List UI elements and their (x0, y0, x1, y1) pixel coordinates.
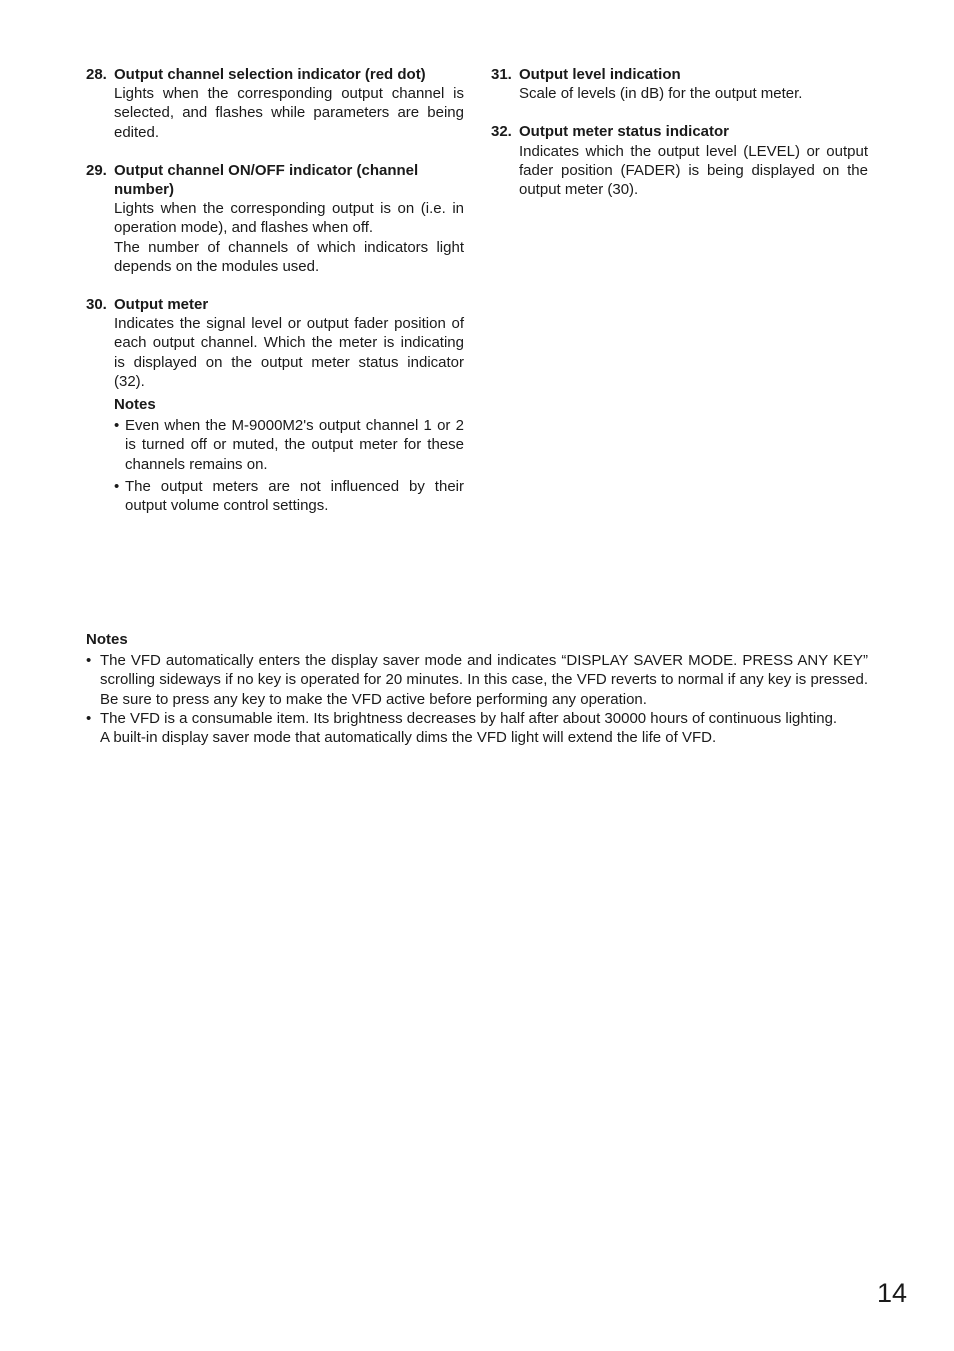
item-heading (491, 122, 868, 141)
item-body (86, 314, 464, 515)
item-body (491, 84, 868, 103)
item-number: 28. (86, 66, 107, 83)
note-text: Even when the M-9000M2's output channel 1 or 2 is turned off or muted, the output meter for these channels remains on. (125, 417, 464, 473)
right-column (491, 65, 868, 218)
item-title: Output meter (114, 296, 209, 314)
notes-heading: Notes (86, 631, 128, 648)
item-title: Output meter status indicator (519, 123, 730, 141)
bottom-notes (86, 626, 868, 747)
item-number: 32. (491, 123, 512, 141)
item-heading (86, 65, 464, 84)
note-text: The output meters are not influenced by their output volume control settings. (125, 477, 464, 515)
item-31 (491, 65, 868, 103)
item-title: Output channel selection indicator (red dot) (114, 66, 426, 83)
item-body (86, 199, 464, 276)
note-paragraph: A built-in display saver mode that automatically dims the VFD light will extend the life of VFD. (100, 729, 717, 747)
note-item (114, 416, 464, 474)
item-heading (491, 65, 868, 84)
item-29 (86, 161, 464, 276)
item-heading (86, 161, 464, 199)
note-paragraph: The VFD automatically enters the display saver mode and indicates “DISPLAY SAVER MODE. PRESS ANY KEY” scrolling sideways if no key is operated for 20 minutes. In this case, the VFD reverts to normal if any key is pressed. Be sure to press any key to make the VFD active before performing any operation. (100, 652, 868, 708)
item-30 (86, 295, 464, 515)
item-number: 29. (86, 161, 107, 179)
left-column (86, 65, 464, 534)
paragraph: Lights when the corresponding output is on (i.e. in operation mode), and flashes when off. (114, 200, 464, 237)
notes-heading: Notes (114, 396, 156, 414)
item-28 (86, 65, 464, 142)
note-item (86, 709, 868, 747)
item-body (86, 84, 464, 142)
bullet-icon: • (114, 477, 120, 495)
item-heading (86, 295, 464, 314)
bullet-icon: • (86, 709, 92, 727)
item-number: 30. (86, 296, 107, 314)
note-text (100, 651, 868, 709)
page-number: 14 (877, 1278, 908, 1308)
paragraph: Scale of levels (in dB) for the output meter. (519, 85, 803, 103)
bullet-icon: • (114, 417, 120, 435)
note-text (100, 709, 868, 747)
item-number: 31. (491, 66, 512, 83)
note-paragraph: The VFD is a consumable item. Its brightness decreases by half after about 30000 hours of continuous lighting. (100, 709, 838, 727)
bullet-icon: • (86, 652, 92, 670)
paragraph: Lights when the corresponding output channel is selected, and flashes while parameters are being edited. (114, 85, 464, 141)
paragraph: Indicates which the output level (LEVEL) or output fader position (FADER) is being displayed on the output meter (30). (519, 142, 868, 199)
item-body (491, 142, 868, 200)
note-item (86, 651, 868, 709)
paragraph: The number of channels of which indicators light depends on the modules used. (114, 238, 464, 275)
note-item (114, 477, 464, 515)
paragraph: Indicates the signal level or output fader position of each output channel. Which the meter is indicating is displayed on the output meter status indicator (32). (114, 315, 464, 390)
item-title: Output channel ON/OFF indicator (channel number) (114, 161, 419, 199)
item-32 (491, 122, 868, 199)
item-title: Output level indication (519, 66, 681, 83)
